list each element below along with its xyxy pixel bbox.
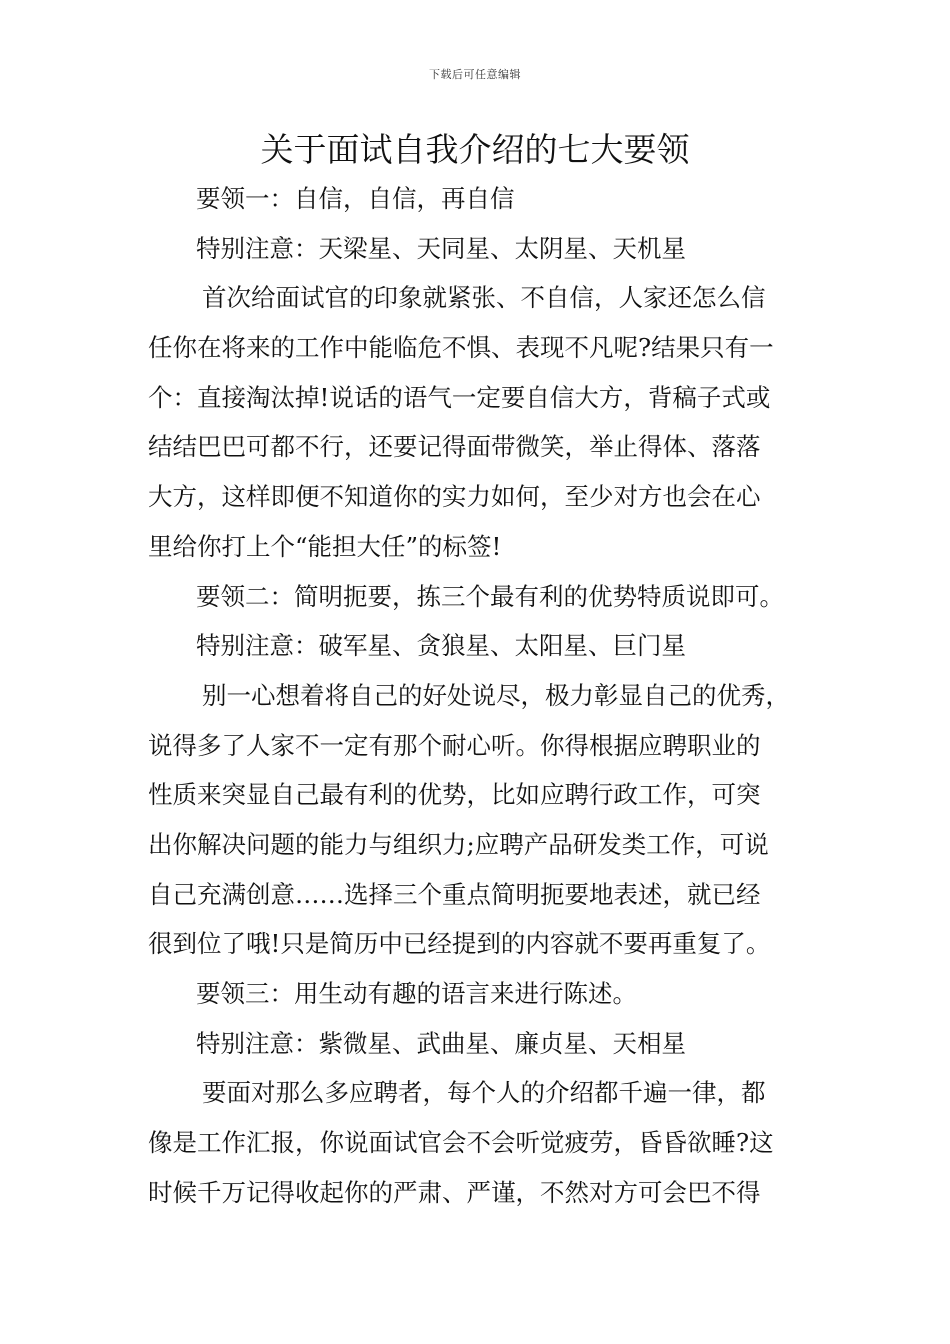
paragraph-line: 首次给面试官的印象就紧张、不自信，人家还怎么信 [202,283,766,313]
paragraph-line: 时候千万记得收起你的严肃、严谨，不然对方可会巴不得 [148,1177,761,1207]
paragraph-line: 说得多了人家不一定有那个耐心听。你得根据应聘职业的 [148,730,761,760]
paragraph-line: 自己充满创意……选择三个重点简明扼要地表述，就已经 [148,879,761,909]
section-heading-2: 要领二：简明扼要，拣三个最有利的优势特质说即可。 [196,581,784,611]
paragraph-line: 要面对那么多应聘者，每个人的介绍都千遍一律，都 [202,1078,766,1108]
special-note-3: 特别注意：紫微星、武曲星、廉贞星、天相星 [196,1028,686,1058]
document-body [148,174,828,1217]
paragraph-line: 里给你打上个“能担大任”的标签! [148,531,502,561]
special-note-2: 特别注意：破军星、贪狼星、太阳星、巨门星 [196,631,686,661]
paragraph-line: 很到位了哦!只是简历中已经提到的内容就不要再重复了。 [148,929,771,959]
paragraph-line: 别一心想着将自己的好处说尽，极力彰显自己的优秀， [202,680,790,710]
paragraph-line: 结结巴巴可都不行，还要记得面带微笑，举止得体、落落 [148,432,761,462]
special-note-1: 特别注意：天梁星、天同星、太阴星、天机星 [196,233,686,263]
paragraph-line: 任你在将来的工作中能临危不惧、表现不凡呢?结果只有一 [148,333,774,363]
paragraph-line: 个：直接淘汰掉!说话的语气一定要自信大方，背稿子式或 [148,382,771,412]
paragraph-line: 出你解决问题的能力与组织力;应聘产品研发类工作，可说 [148,829,769,859]
paragraph-line: 性质来突显自己最有利的优势，比如应聘行政工作，可突 [148,780,761,810]
section-heading-1: 要领一：自信，自信，再自信 [196,184,515,213]
section-heading-3: 要领三：用生动有趣的语言来进行陈述。 [196,979,637,1008]
document-title: 关于面试自我介绍的七大要领 [260,130,690,169]
page-header-note: 下载后可任意编辑 [429,68,521,81]
paragraph-line: 像是工作汇报，你说面试官会不会听觉疲劳，昏昏欲睡?这 [148,1128,774,1158]
paragraph-line: 大方，这样即便不知道你的实力如何，至少对方也会在心 [148,482,761,512]
